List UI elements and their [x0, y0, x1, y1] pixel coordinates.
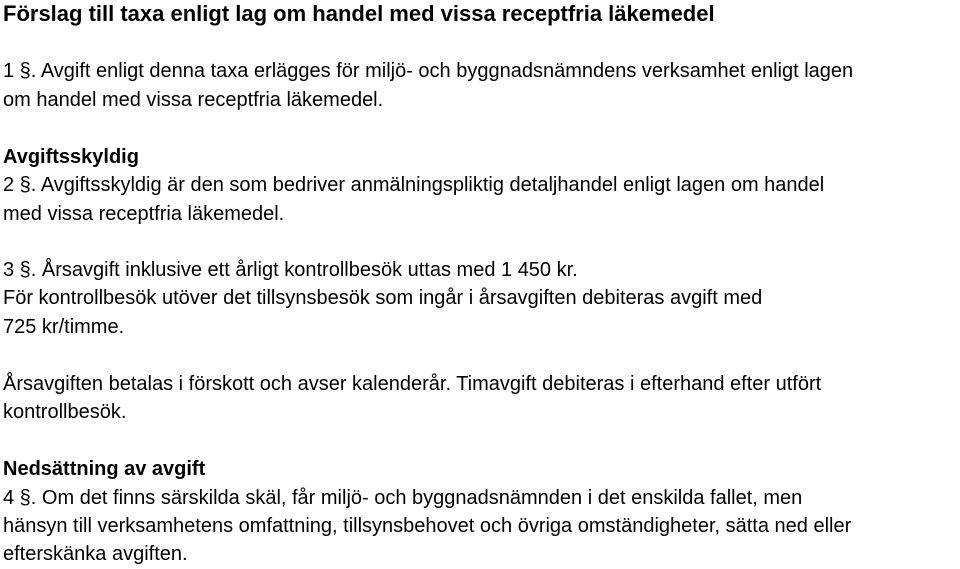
paragraph-line: om handel med vissa receptfria läkemedel.: [3, 89, 384, 111]
paragraph-line: 2 §. Avgiftsskyldig är den som bedriver anmälningspliktig detaljhandel enligt lagen om handel: [3, 174, 825, 196]
paragraph-line: 4 §. Om det finns särskilda skäl, får miljö- och byggnadsnämnden i det enskilda fallet, men: [3, 487, 803, 509]
paragraph-line: kontrollbesök.: [3, 401, 127, 423]
paragraph-line: För kontrollbesök utöver det tillsynsbesök som ingår i årsavgiften debiteras avgift med: [3, 287, 763, 309]
section-heading: Avgiftsskyldig: [3, 146, 139, 168]
paragraph-line: 3 §. Årsavgift inklusive ett årligt kontrollbesök uttas med 1 450 kr.: [3, 259, 578, 281]
paragraph-line: 1 §. Avgift enligt denna taxa erlägges för miljö- och byggnadsnämndens verksamhet enligt lagen: [3, 60, 854, 82]
document-title: Förslag till taxa enligt lag om handel med vissa receptfria läkemedel: [3, 1, 715, 26]
paragraph-line: Årsavgiften betalas i förskott och avser kalenderår. Timavgift debiteras i efterhand efter utfört: [3, 373, 822, 395]
section-heading: Nedsättning av avgift: [3, 458, 206, 480]
paragraph-line: med vissa receptfria läkemedel.: [3, 203, 285, 225]
paragraph-line: 725 kr/timme.: [3, 316, 125, 338]
paragraph-line: efterskänka avgiften.: [3, 543, 188, 565]
paragraph-line: hänsyn till verksamhetens omfattning, tillsynsbehovet och övriga omständigheter, sätta ned eller: [3, 515, 852, 537]
